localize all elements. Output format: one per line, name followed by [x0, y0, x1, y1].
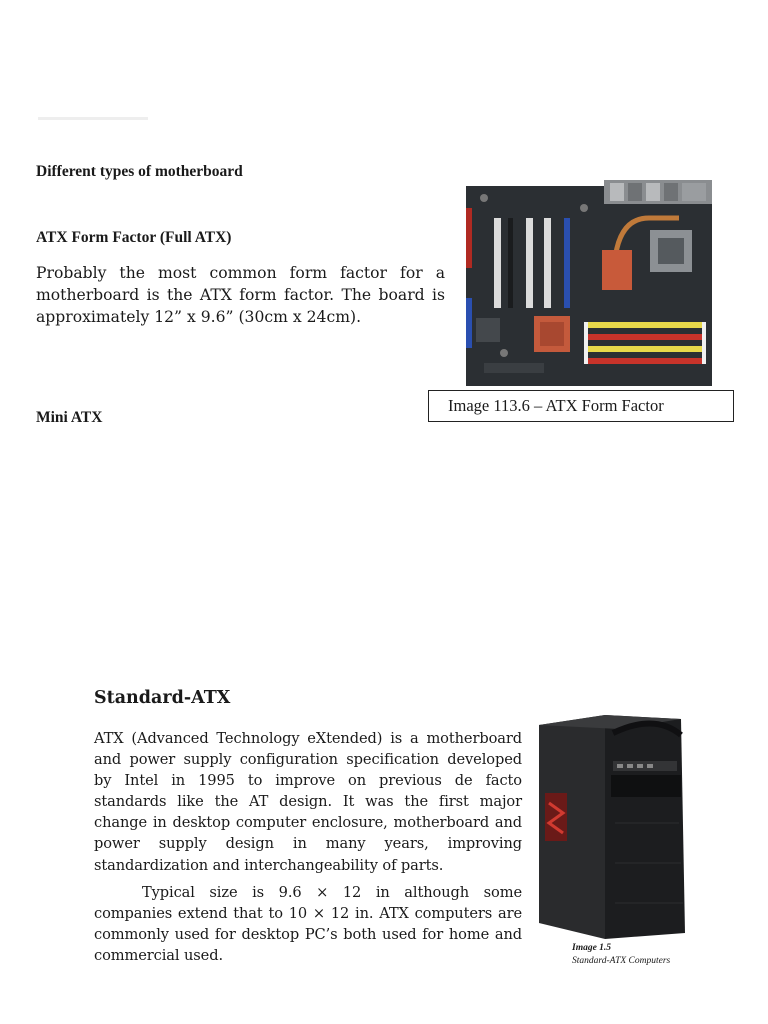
atx-tower-computer-image	[535, 713, 690, 941]
tower-image-caption-text: Standard-ATX Computers	[572, 956, 671, 966]
section-heading: Different types of motherboard	[36, 163, 243, 180]
standard-atx-paragraph-2: Typical size is 9.6 × 12 in although some companies extend that to 10 × 12 in. ATX computers are commonly used for desktop PC’s both used for home and commercial used.	[94, 884, 522, 965]
motherboard-image	[464, 178, 714, 388]
standard-atx-title: Standard-ATX	[94, 688, 231, 708]
caption-text: Image 113.6 – ATX Form Factor	[448, 396, 664, 415]
motherboard-image-caption	[428, 390, 734, 422]
tower-image-caption-number: Image 1.5	[572, 943, 612, 953]
mini-atx-title: Mini ATX	[36, 409, 103, 426]
standard-atx-paragraph-1: ATX (Advanced Technology eXtended) is a motherboard and power supply configuration specification developed by Intel in 1995 to improve on previous de facto standards like the AT design. It was the first major change in desktop computer enclosure, motherboard and power supply design in many years, improving standardization and interchangeability of parts.	[94, 730, 522, 874]
atx-form-factor-title: ATX Form Factor (Full ATX)	[36, 229, 232, 246]
atx-description: Probably the most common form factor for a motherboard is the ATX form factor. The board is approximately 12” x 9.6” (30cm x 24cm).	[36, 264, 445, 326]
page-artifact	[38, 117, 148, 120]
